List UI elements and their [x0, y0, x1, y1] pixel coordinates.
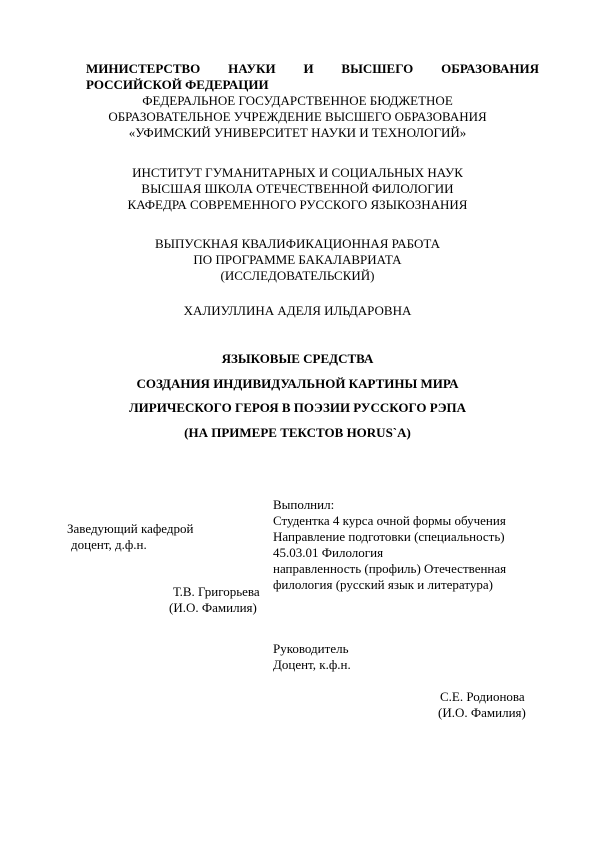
supervisor-role: Руководитель	[273, 641, 349, 656]
ministry-header	[86, 61, 539, 93]
work-type-block	[0, 236, 595, 284]
university-line: «УФИМСКИЙ УНИВЕРСИТЕТ НАУКИ И ТЕХНОЛОГИЙ»	[128, 125, 467, 140]
ministry-word: НАУКИ	[228, 61, 276, 76]
head-of-department-name-hint: (И.О. Фамилия)	[169, 600, 257, 615]
head-of-department-role: Заведующий кафедрой	[67, 521, 194, 536]
performer-line: Направление подготовки (специальность)	[273, 529, 505, 544]
head-of-department-degree: доцент, д.ф.н.	[71, 537, 147, 552]
work-type-line: (ИССЛЕДОВАТЕЛЬСКИЙ)	[220, 268, 375, 283]
institute-block	[0, 165, 595, 213]
performer-line: 45.03.01 Филология	[273, 545, 384, 560]
supervisor-name: С.Е. Родионова	[440, 689, 525, 704]
author-name: ХАЛИУЛЛИНА АДЕЛЯ ИЛЬДАРОВНА	[183, 303, 412, 318]
performer-line: Студентка 4 курса очной формы обучения	[273, 513, 506, 528]
supervisor-block	[273, 641, 351, 673]
work-type-line: ПО ПРОГРАММЕ БАКАЛАВРИАТА	[193, 252, 402, 267]
performer-block	[273, 497, 573, 593]
performer-label: Выполнил:	[273, 497, 335, 512]
institute-line: ИНСТИТУТ ГУМАНИТАРНЫХ И СОЦИАЛЬНЫХ НАУК	[132, 165, 463, 180]
head-of-department-name: Т.В. Григорьева	[173, 584, 260, 599]
ministry-line-2: РОССИЙСКОЙ ФЕДЕРАЦИИ	[86, 77, 269, 92]
ministry-word: ВЫСШЕГО	[341, 61, 414, 76]
ministry-word: МИНИСТЕРСТВО	[86, 61, 201, 76]
thesis-title-line: ЯЗЫКОВЫЕ СРЕДСТВА	[221, 351, 374, 366]
performer-line: направленность (профиль) Отечественная	[273, 561, 507, 576]
institute-line: КАФЕДРА СОВРЕМЕННОГО РУССКОГО ЯЗЫКОЗНАНИЯ	[127, 197, 468, 212]
university-block	[0, 93, 595, 141]
university-line: ФЕДЕРАЛЬНОЕ ГОСУДАРСТВЕННОЕ БЮДЖЕТНОЕ	[142, 93, 453, 108]
work-type-line: ВЫПУСКНАЯ КВАЛИФИКАЦИОННАЯ РАБОТА	[154, 236, 441, 251]
thesis-title-line: (НА ПРИМЕРЕ ТЕКСТОВ HORUS`А)	[184, 425, 411, 440]
ministry-word: И	[303, 61, 314, 76]
supervisor-degree: Доцент, к.ф.н.	[273, 657, 351, 672]
university-line: ОБРАЗОВАТЕЛЬНОЕ УЧРЕЖДЕНИЕ ВЫСШЕГО ОБРАЗОВАНИЯ	[108, 109, 487, 124]
ministry-word: ОБРАЗОВАНИЯ	[441, 61, 539, 76]
supervisor-name-hint: (И.О. Фамилия)	[438, 705, 526, 720]
ministry-line-1	[86, 61, 539, 77]
thesis-title-line: ЛИРИЧЕСКОГО ГЕРОЯ В ПОЭЗИИ РУССКОГО РЭПА	[128, 400, 467, 415]
institute-line: ВЫСШАЯ ШКОЛА ОТЕЧЕСТВЕННОЙ ФИЛОЛОГИИ	[141, 181, 454, 196]
thesis-title-line: СОЗДАНИЯ ИНДИВИДУАЛЬНОЙ КАРТИНЫ МИРА	[136, 376, 459, 391]
performer-line: филология (русский язык и литература)	[273, 577, 493, 592]
